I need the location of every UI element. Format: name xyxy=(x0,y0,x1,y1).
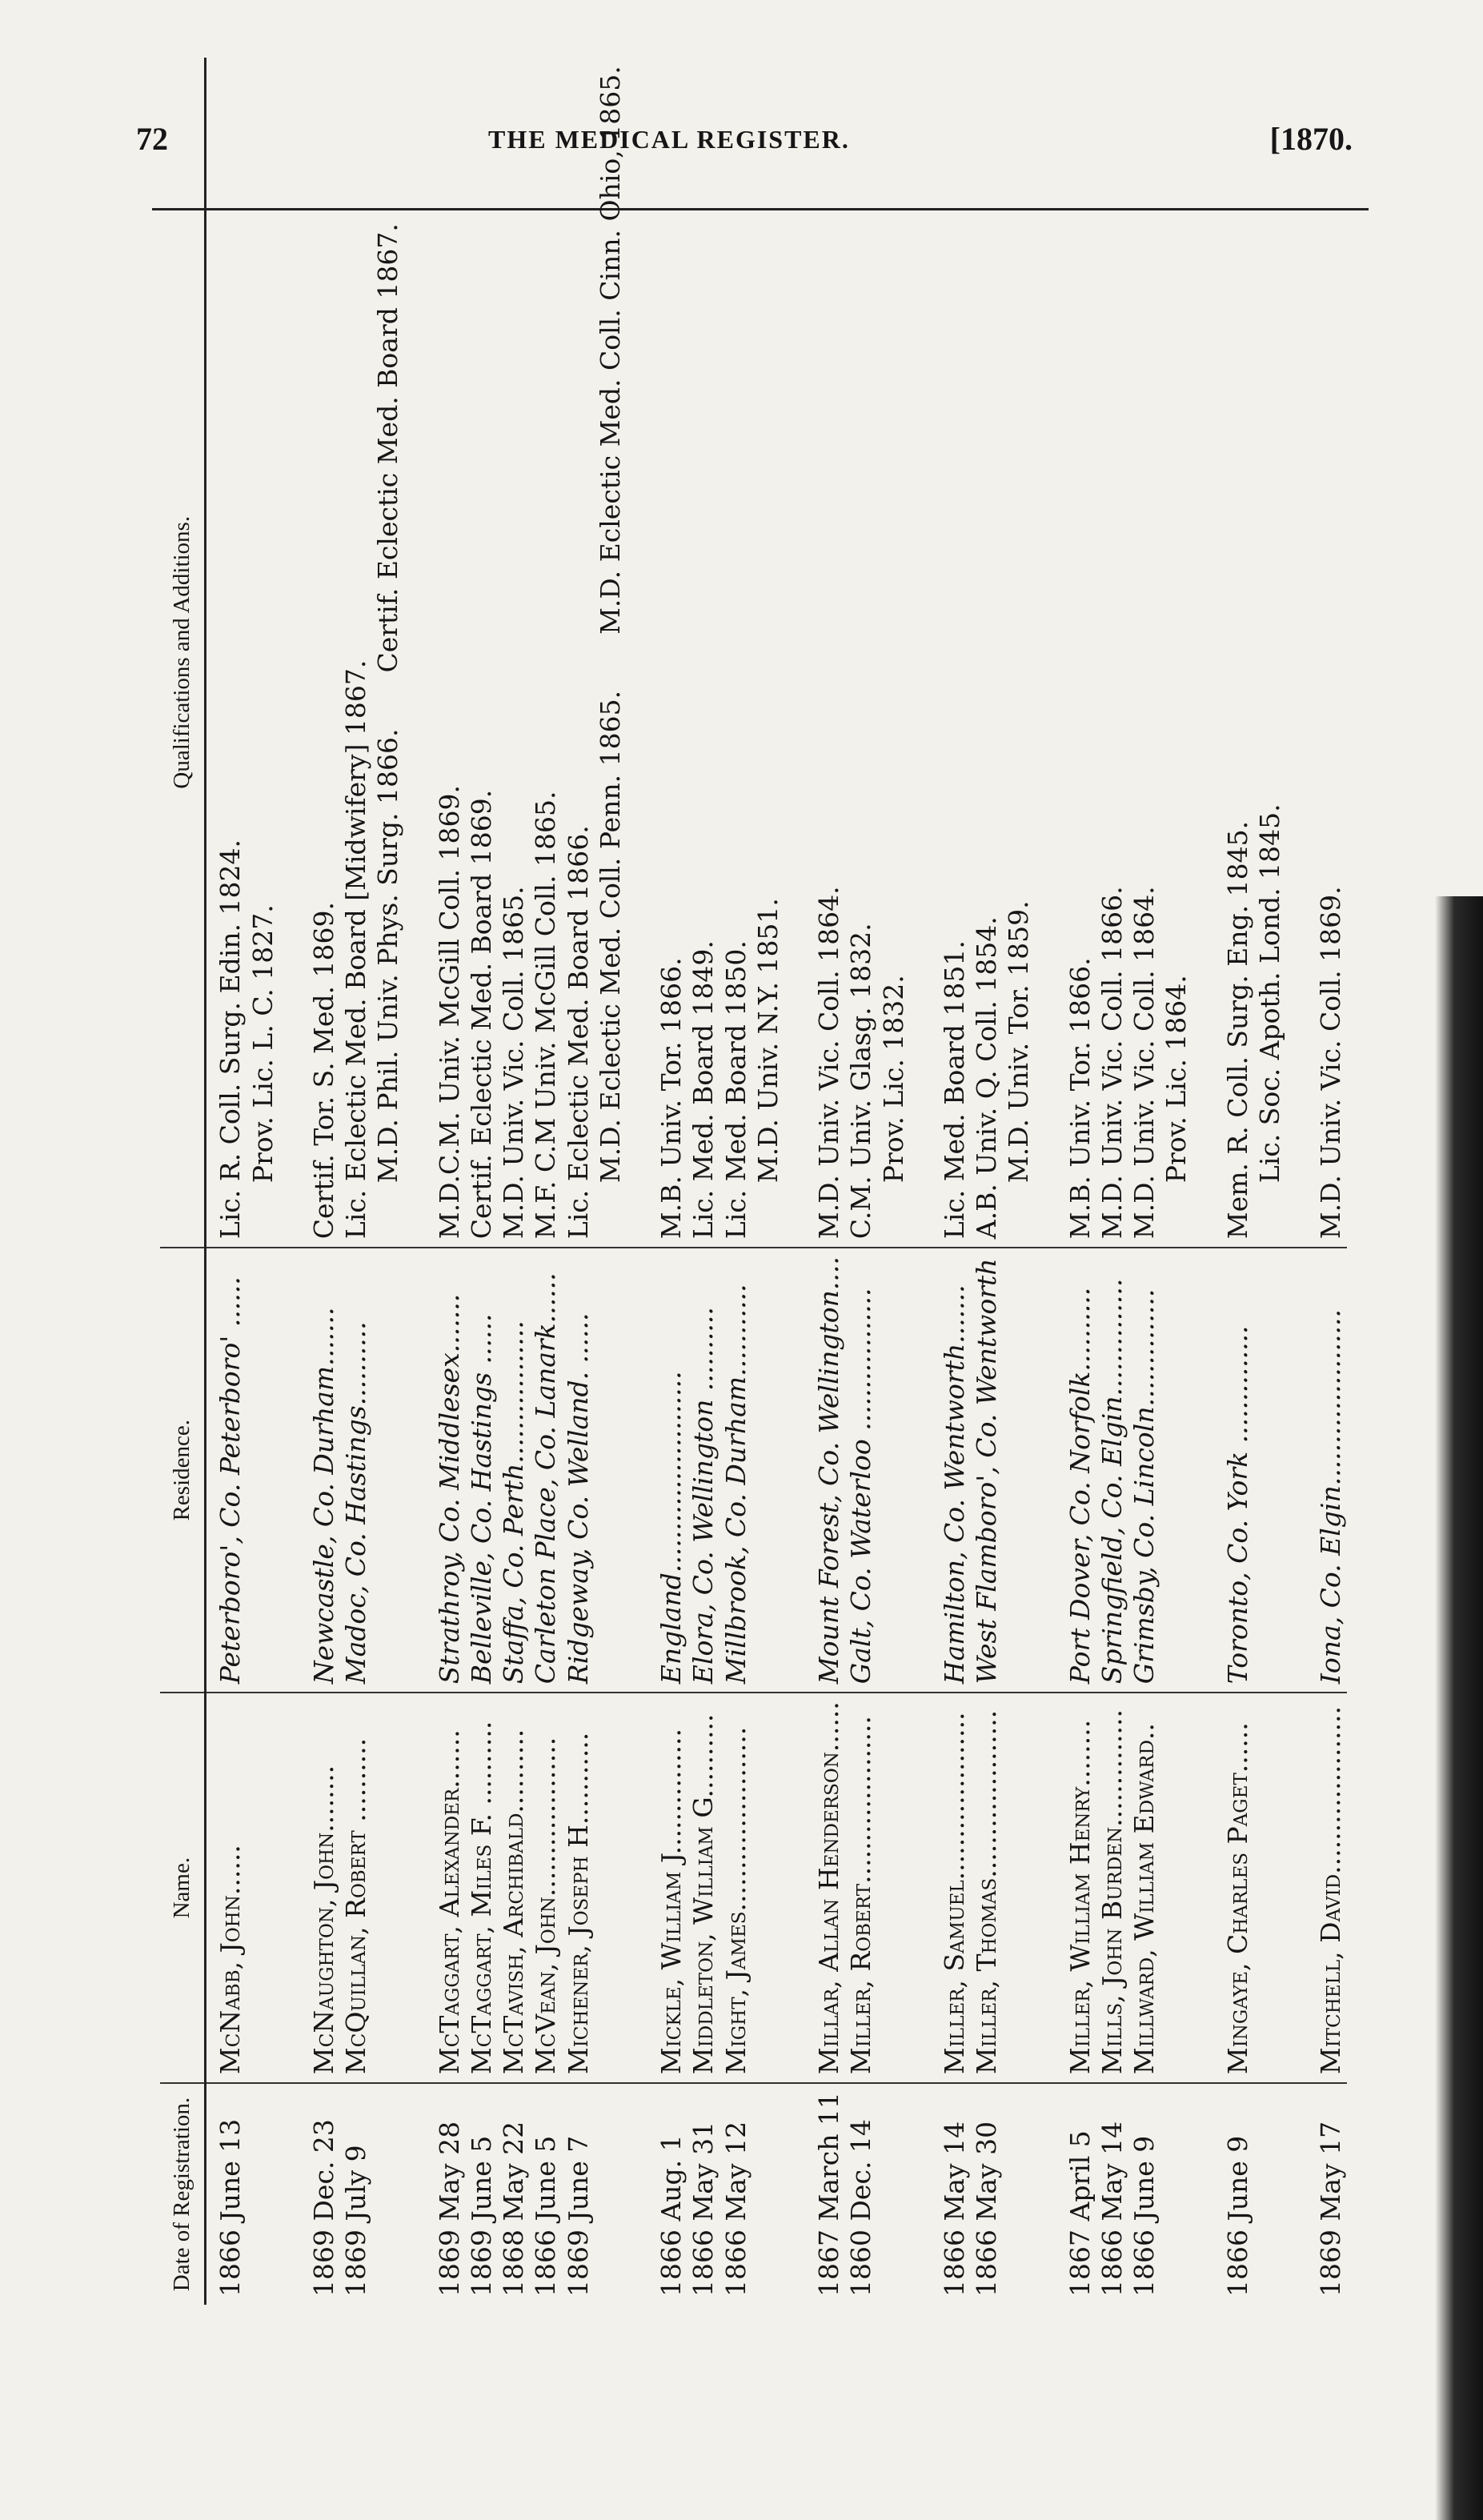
qualification-line: Lic. Med. Board 1851. xyxy=(938,940,970,1240)
practitioner-name: Miller, William Henry........ xyxy=(1036,1693,1096,2083)
qualification-line: M.B. Univ. Tor. 1866. xyxy=(1064,957,1096,1240)
table-row xyxy=(466,58,498,2305)
page-number: 72 xyxy=(136,121,168,157)
practitioner-name: McQuillan, Robert .......... xyxy=(340,1693,405,2083)
table-row xyxy=(340,58,405,2305)
qualification-line: Lic. Eclectic Med. Board [Midwifery] 1867. xyxy=(340,659,372,1240)
practitioner-name: Mickle, William J............... xyxy=(627,1693,687,2083)
residence: Newcastle, Co. Durham....... xyxy=(279,1248,340,1693)
column-header-qualifications: Qualifications and Additions. xyxy=(160,58,206,1248)
registration-date: 1868 May 22 xyxy=(498,2121,530,2297)
residence: Hamilton, Co. Wentworth....... xyxy=(910,1248,971,1693)
page-edge-shadow xyxy=(1435,896,1483,2520)
residence: Elora, Co. Wellington .......... xyxy=(687,1248,719,1693)
registration-date: 1866 June 13 xyxy=(214,2118,246,2297)
registration-date: 1867 April 5 xyxy=(1064,2130,1096,2297)
qualification-line: Lic. Med. Board 1849. xyxy=(687,940,719,1240)
qualification-line: M.D. Univ. Vic. Coll. 1866. xyxy=(1096,886,1128,1240)
table-row xyxy=(1193,58,1287,2305)
qualification-line: M.D. Eclectic Med. Coll. Cinn. Ohio, 1865. xyxy=(594,66,626,635)
qualification-line: M.D. Univ. Vic. Coll. 1869. xyxy=(1315,886,1347,1240)
registration-date: 1869 June 5 xyxy=(465,2135,497,2297)
qualifications xyxy=(530,58,562,1248)
table-row xyxy=(1036,58,1096,2305)
qualification-line: Prov. Lic. L. C. 1827. xyxy=(246,904,279,1184)
qualification-line: M.D. Univ. Vic. Coll. 1864. xyxy=(813,886,845,1240)
table-row xyxy=(627,58,687,2305)
qualification-line: M.D. Univ. Tor. 1859. xyxy=(1003,900,1035,1184)
qualification-line: A.B. Univ. Q. Coll. 1854. xyxy=(971,916,1003,1240)
qualification-line: M.D.C.M. Univ. McGill Coll. 1869. xyxy=(433,785,465,1240)
qualification-line: M.D. Phil. Univ. Phys. Surg. 1866. xyxy=(372,728,404,1184)
qualification-line: M.F. C.M Univ. McGill Coll. 1865. xyxy=(530,791,562,1240)
table-row xyxy=(910,58,971,2305)
qualifications xyxy=(627,58,687,1248)
practitioner-name: Miller, Samuel.................... xyxy=(910,1693,971,2083)
table-row xyxy=(720,58,785,2305)
practitioner-name: Mills, John Burden.............. xyxy=(1096,1693,1128,2083)
column-header-name: Name. xyxy=(160,1693,206,2083)
registration-date: 1869 July 9 xyxy=(340,2145,372,2297)
qualifications xyxy=(845,58,910,1248)
column-header-residence: Residence. xyxy=(160,1248,206,1693)
practitioner-name: Middleton, William G.......... xyxy=(687,1693,719,2083)
table-row xyxy=(971,58,1036,2305)
qualification-line: Lic. R. Coll. Surg. Edin. 1824. xyxy=(214,839,246,1240)
practitioner-name: McNabb, John...... xyxy=(206,1693,279,2083)
registration-date: 1866 June 5 xyxy=(530,2135,562,2297)
residence: England........................ xyxy=(627,1248,687,1693)
table-row xyxy=(1128,58,1193,2305)
registration-date: 1869 June 7 xyxy=(562,2135,594,2297)
residence: Madoc, Co. Hastings.......... xyxy=(340,1248,405,1693)
residence: Millbrook, Co. Durham........... xyxy=(720,1248,785,1693)
registration-date: 1866 May 30 xyxy=(971,2121,1003,2297)
residence: Belleville, Co. Hastings ...... xyxy=(466,1248,498,1693)
table-row xyxy=(1286,58,1347,2305)
residence: Toronto, Co. York .............. xyxy=(1193,1248,1287,1693)
table-row xyxy=(530,58,562,2305)
practitioner-name: Michener, Joseph H........... xyxy=(563,1693,627,2083)
practitioner-name: Miller, Thomas.................... xyxy=(971,1693,1036,2083)
qualification-line: Lic. Med. Board 1850. xyxy=(719,940,752,1240)
practitioner-name: McTaggart, Alexander....... xyxy=(405,1693,466,2083)
page-title: THE MEDICAL REGISTER. xyxy=(488,125,850,154)
qualification-line: C.M. Univ. Glasg. 1832. xyxy=(845,923,877,1240)
qualifications xyxy=(498,58,530,1248)
qualifications xyxy=(910,58,971,1248)
residence: Ridgeway, Co. Welland. ...... xyxy=(563,1248,627,1693)
residence: Grimsby, Co. Lincoln.............. xyxy=(1128,1248,1193,1693)
residence: Carleton Place, Co. Lanark...... xyxy=(530,1248,562,1693)
column-header-date: Date of Registration. xyxy=(160,2083,206,2305)
residence: Staffa, Co. Perth................. xyxy=(498,1248,530,1693)
qualifications xyxy=(563,58,627,1248)
table-row xyxy=(206,58,279,2305)
qualifications xyxy=(405,58,466,1248)
qualifications xyxy=(1286,58,1347,1248)
registration-date: 1866 June 9 xyxy=(1221,2135,1253,2297)
table-row xyxy=(405,58,466,2305)
registration-date: 1866 June 9 xyxy=(1128,2135,1160,2297)
registration-date: 1866 May 31 xyxy=(687,2121,719,2297)
qualification-line: Prov. Lic. 1864. xyxy=(1160,975,1192,1184)
qualifications xyxy=(971,58,1036,1248)
qualification-line: Certif. Tor. S. Med. 1869. xyxy=(307,902,339,1240)
residence: Port Dover, Co. Norfolk.......... xyxy=(1036,1248,1096,1693)
practitioner-name: McTaggart, Miles F. .......... xyxy=(466,1693,498,2083)
residence: Galt, Co. Waterloo ................. xyxy=(845,1248,910,1693)
practitioner-name: Might, James...................... xyxy=(720,1693,785,2083)
qualifications xyxy=(687,58,719,1248)
table-row xyxy=(687,58,719,2305)
practitioner-name: Mitchell, David.................... xyxy=(1286,1693,1347,2083)
table-row xyxy=(1096,58,1128,2305)
practitioner-name: Miller, Robert.................... xyxy=(845,1693,910,2083)
qualification-line: Mem. R. Coll. Surg. Eng. 1845. xyxy=(1221,820,1253,1240)
registration-date: 1866 Aug. 1 xyxy=(655,2134,687,2297)
registration-date: 1866 May 14 xyxy=(938,2121,970,2297)
qualification-line: M.D. Univ. Vic. Coll. 1865. xyxy=(498,886,530,1240)
qualification-line: M.D. Univ. N.Y. 1851. xyxy=(752,898,784,1184)
registration-date: 1866 May 12 xyxy=(719,2121,752,2297)
qualifications xyxy=(206,58,279,1248)
qualification-line: M.D. Eclectic Med. Coll. Penn. 1865. xyxy=(594,690,626,1184)
practitioner-name: Mingaye, Charles Paget...... xyxy=(1193,1693,1287,2083)
table-header-row xyxy=(160,58,206,2305)
qualification-line: M.B. Univ. Tor. 1866. xyxy=(655,957,687,1240)
qualification-line: Certif. Eclectic Med. Board 1867. xyxy=(372,223,404,673)
qualifications xyxy=(1096,58,1128,1248)
residence: Peterboro', Co. Peterboro' ...... xyxy=(206,1248,279,1693)
qualifications xyxy=(1128,58,1193,1248)
qualification-line: Certif. Eclectic Med. Board 1869. xyxy=(465,789,497,1240)
residence: Iona, Co. Elgin..................... xyxy=(1286,1248,1347,1693)
page-year: [1870. xyxy=(1269,121,1353,157)
registration-date: 1869 May 28 xyxy=(433,2121,465,2297)
qualifications xyxy=(340,58,405,1248)
qualification-line: Lic. Soc. Apoth. Lond. 1845. xyxy=(1253,803,1285,1184)
qualification-line: M.D. Univ. Vic. Coll. 1864. xyxy=(1128,886,1160,1240)
registration-date: 1860 Dec. 14 xyxy=(845,2119,877,2297)
residence: Strathroy, Co. Middlesex....... xyxy=(405,1248,466,1693)
qualification-line: Lic. Eclectic Med. Board 1866. xyxy=(562,825,594,1240)
qualifications xyxy=(720,58,785,1248)
practitioner-name: McVean, John................... xyxy=(530,1693,562,2083)
practitioner-name: McNaughton, John........ xyxy=(279,1693,340,2083)
qualifications xyxy=(1036,58,1096,1248)
registration-date: 1867 March 11 xyxy=(813,2092,845,2297)
table-row xyxy=(784,58,845,2305)
table-row xyxy=(563,58,627,2305)
registration-date: 1869 Dec. 23 xyxy=(307,2119,339,2297)
qualifications xyxy=(279,58,340,1248)
registration-date: 1869 May 17 xyxy=(1315,2121,1347,2297)
residence: Springfield, Co. Elgin.............. xyxy=(1096,1248,1128,1693)
table-row xyxy=(498,58,530,2305)
register-table xyxy=(160,58,1347,2305)
practitioner-name: McTavish, Archibald.......... xyxy=(498,1693,530,2083)
table-row xyxy=(845,58,910,2305)
qualifications xyxy=(784,58,845,1248)
residence: West Flamboro', Co. Wentworth xyxy=(971,1248,1036,1693)
registration-date: 1866 May 14 xyxy=(1096,2121,1128,2297)
qualification-line: Prov. Lic. 1832. xyxy=(877,975,909,1184)
practitioner-name: Millar, Allan Henderson...... xyxy=(784,1693,845,2083)
table-row xyxy=(279,58,340,2305)
residence: Mount Forest, Co. Wellington.... xyxy=(784,1248,845,1693)
qualifications xyxy=(1193,58,1287,1248)
qualifications xyxy=(466,58,498,1248)
practitioner-name: Millward, William Edward.. xyxy=(1128,1693,1193,2083)
